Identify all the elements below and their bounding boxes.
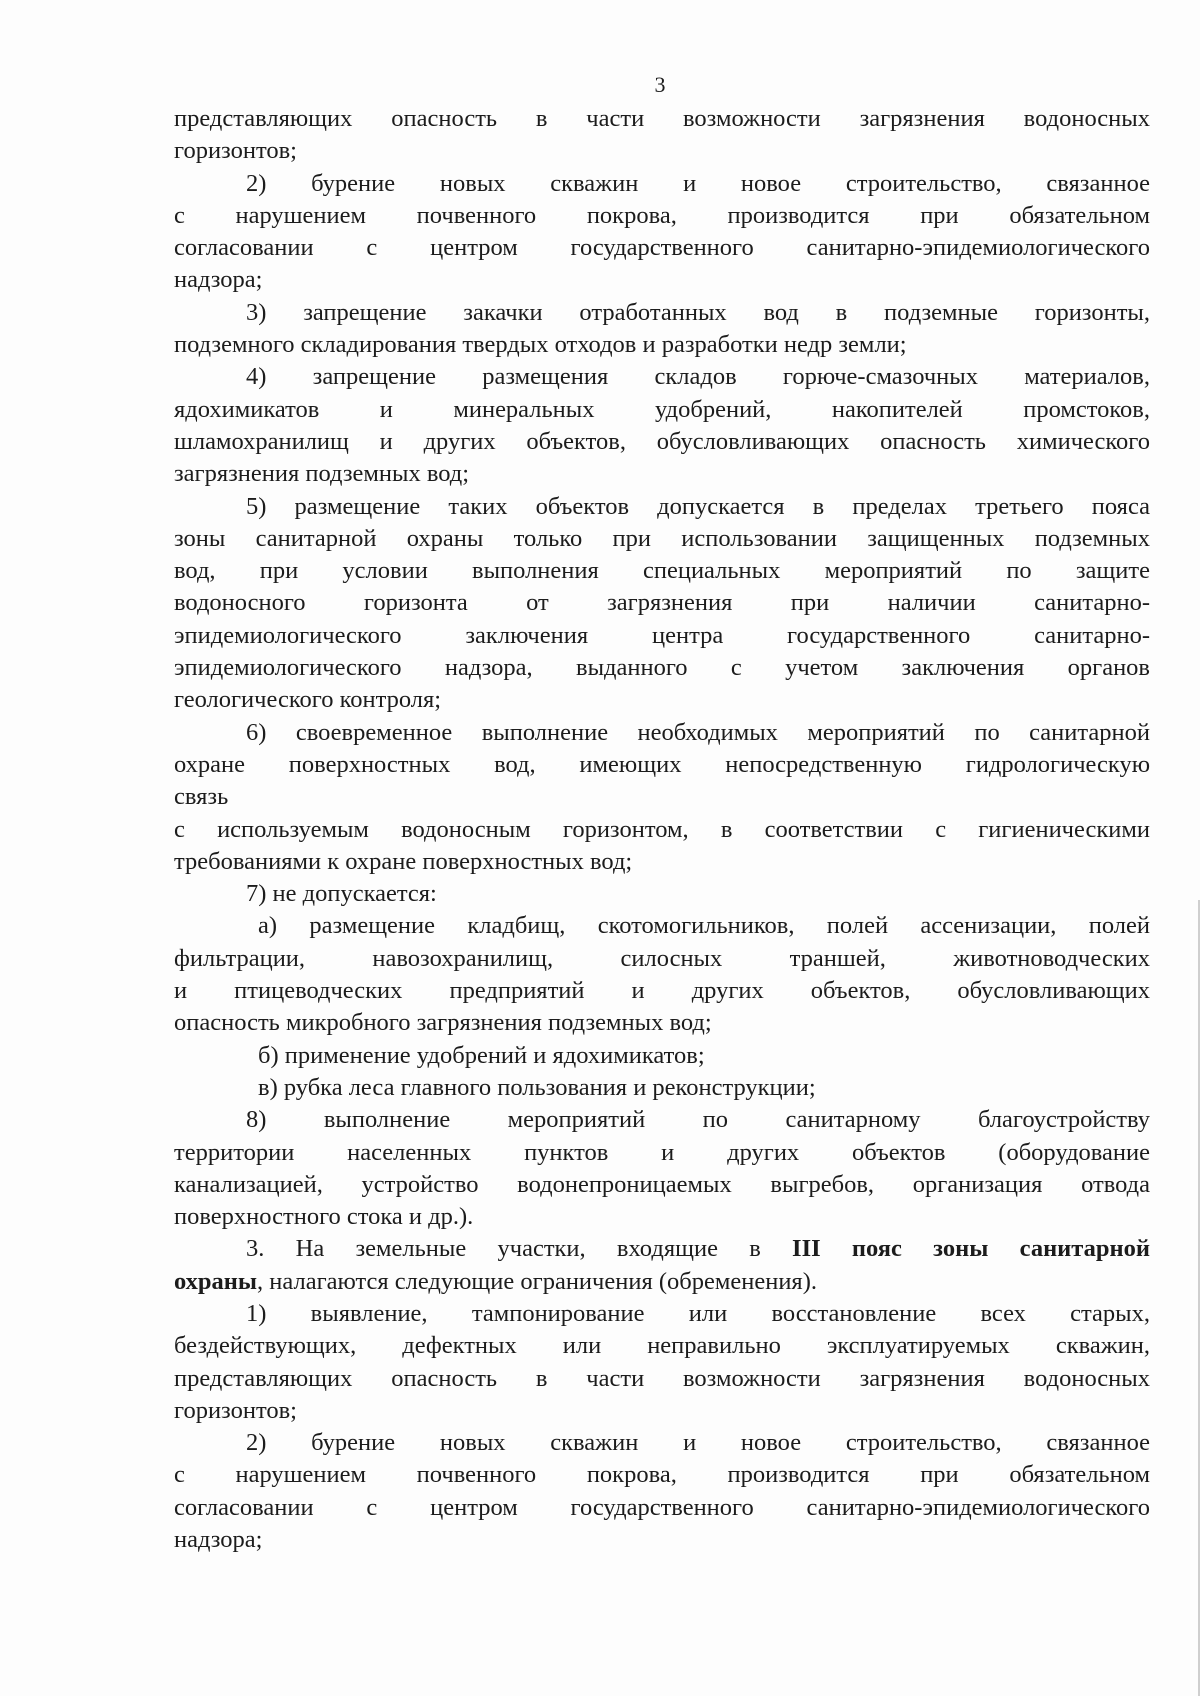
text-line: 2) бурение новых скважин и новое строительство, связанное (246, 1429, 1150, 1457)
text-line: ядохимикатов и минеральных удобрений, накопителей промстоков, (174, 395, 1150, 423)
text-line: согласовании с центром государственного санитарно-эпидемиологического (174, 1493, 1150, 1521)
text-line: канализацией, устройство водонепроницаемых выгребов, организация отвода (174, 1170, 1150, 1198)
text-line: 4) запрещение размещения складов горюче-смазочных материалов, (246, 363, 1150, 391)
text-line: эпидемиологического заключения центра государственного санитарно- (174, 621, 1150, 649)
text-line: вод, при условии выполнения специальных мероприятий по защите (174, 557, 1150, 585)
text-line: 7) не допускается: (246, 880, 437, 908)
section-heading-line (174, 1266, 1150, 1298)
page-number: 3 (654, 72, 666, 97)
text-line: 5) размещение таких объектов допускается в пределах третьего пояса (246, 492, 1150, 520)
text-line: 6) своевременное выполнение необходимых мероприятий по санитарной (246, 718, 1150, 746)
text-line: связь (174, 783, 229, 811)
text-line: опасность микробного загрязнения подземных вод; (174, 1009, 712, 1037)
text-line: в) рубка леса главного пользования и реконструкции; (258, 1073, 816, 1101)
text-line: эпидемиологического надзора, выданного с учетом заключения органов (174, 654, 1150, 682)
text-line: с нарушением почвенного покрова, производится при обязательном (174, 1461, 1150, 1489)
text-line: шламохранилищ и других объектов, обусловливающих опасность химического (174, 427, 1150, 455)
text-line: охране поверхностных вод, имеющих непосредственную гидрологическую (174, 750, 1150, 778)
text-line: б) применение удобрений и ядохимикатов; (258, 1041, 705, 1069)
text-line: загрязнения подземных вод; (174, 460, 470, 488)
text-line: геологического контроля; (174, 686, 442, 714)
text-line: представляющих опасность в части возможности загрязнения водоносных (174, 1364, 1150, 1392)
text-line: бездействующих, дефектных или неправильно эксплуатируемых скважин, (174, 1332, 1150, 1360)
text-line: подземного складирования твердых отходов и разработки недр земли; (174, 331, 907, 359)
bold-text-segment: III пояс зоны санитарной (792, 1235, 1150, 1263)
text-line: требованиями к охране поверхностных вод; (174, 847, 633, 875)
text-line: водоносного горизонта от загрязнения при наличии санитарно- (174, 589, 1150, 617)
text-line: 3) запрещение закачки отработанных вод в подземные горизонты, (246, 298, 1150, 326)
text-line: с нарушением почвенного покрова, производится при обязательном (174, 201, 1150, 229)
text-line: территории населенных пунктов и других объектов (оборудование (174, 1138, 1150, 1166)
bold-text-segment: охраны (174, 1267, 258, 1295)
section-heading-line (174, 1233, 1150, 1265)
text-line: надзора; (174, 1526, 263, 1554)
text-segment: , налагаются следующие ограничения (обременения). (257, 1267, 817, 1295)
text-line: фильтрации, навозохранилищ, силосных траншей, животноводческих (174, 944, 1150, 972)
text-line: 1) выявление, тампонирование или восстановление всех старых, (246, 1299, 1150, 1327)
text-line: 2) бурение новых скважин и новое строительство, связанное (246, 169, 1150, 197)
text-line: горизонтов; (174, 1396, 297, 1424)
text-line: и птицеводческих предприятий и других объектов, обусловливающих (174, 977, 1150, 1005)
text-line: зоны санитарной охраны только при использовании защищенных подземных (174, 524, 1150, 552)
text-line: 8) выполнение мероприятий по санитарному благоустройству (246, 1106, 1150, 1134)
text-line: а) размещение кладбищ, скотомогильников, полей ассенизации, полей (258, 912, 1150, 940)
text-line: поверхностного стока и др.). (174, 1203, 474, 1231)
text-line: согласовании с центром государственного санитарно-эпидемиологического (174, 234, 1150, 262)
text-line: горизонтов; (174, 137, 297, 165)
document-body (174, 103, 1150, 1556)
text-line: представляющих опасность в части возможности загрязнения водоносных (174, 105, 1150, 132)
text-line: с используемым водоносным горизонтом, в соответствии с гигиеническими (174, 815, 1150, 843)
text-segment: 3. На земельные участки, входящие в (246, 1235, 793, 1263)
text-line: надзора; (174, 266, 263, 294)
